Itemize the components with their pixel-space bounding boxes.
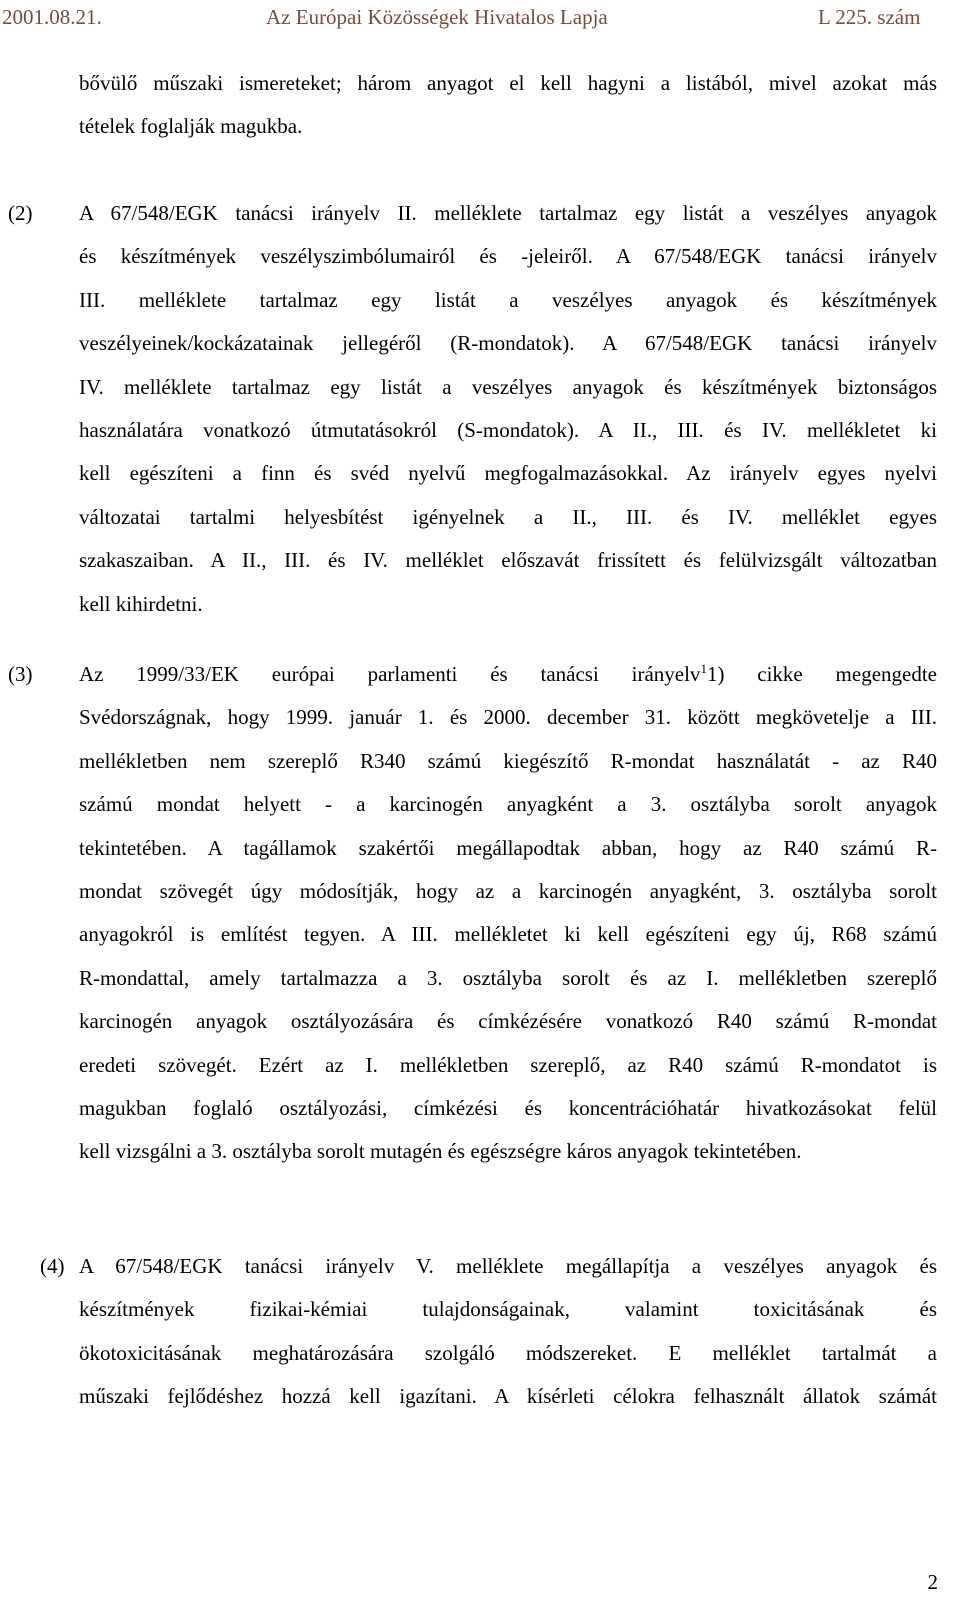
text-line: magukban foglaló osztályozási, címkézési és koncentrációhatár hivatkozásokat felül: [79, 1095, 937, 1120]
header-date: 2001.08.21.: [2, 5, 102, 29]
intro-paragraph: [79, 62, 937, 149]
text-line: változatai tartalmi helyesbítést igényelnek a II., III. és IV. melléklet egyes: [79, 504, 937, 529]
text-line: mondat szövegét úgy módosítják, hogy az a karcinogén anyagként, 3. osztályba sorolt: [79, 878, 937, 903]
paragraph-2: [79, 192, 937, 626]
paragraph-4-number: (4): [40, 1254, 65, 1278]
text-line: mellékletben nem szereplő R340 számú kiegészítő R-mondat használatát - az R40: [79, 748, 937, 773]
text-line: használatára vonatkozó útmutatásokról (S-mondatok). A II., III. és IV. mellékletet ki: [79, 417, 937, 442]
text-line-with-footnote: [79, 653, 937, 696]
text-line: eredeti szövegét. Ezért az I. mellékletben szereplő, az R40 számú R-mondatot is: [79, 1052, 937, 1077]
footnote-mark: 1: [700, 661, 707, 676]
text-line: karcinogén anyagok osztályozására és címkézésére vonatkozó R40 számú R-mondat: [79, 1009, 937, 1034]
page-number: 2: [927, 1570, 938, 1594]
text-segment: Az 1999/33/EK európai parlamenti és tanácsi irányelv: [79, 662, 701, 686]
text-line: anyagokról is említést tegyen. A III. mellékletet ki kell egészíteni egy új, R68 számú: [79, 922, 937, 947]
paragraph-2-number: (2): [8, 201, 33, 225]
text-line: tételek foglalják magukba.: [79, 114, 303, 139]
text-line: IV. melléklete tartalmaz egy listát a veszélyes anyagok és készítmények biztonságos: [79, 374, 937, 399]
paragraph-3-number: (3): [8, 662, 33, 686]
text-line: kell kihirdetni.: [79, 591, 203, 616]
text-segment: 1) cikke megengedte: [706, 662, 937, 686]
text-line: tekintetében. A tagállamok szakértői megállapodtak abban, hogy az R40 számú R-: [79, 835, 937, 860]
paragraph-4: [79, 1245, 937, 1419]
text-line: kell vizsgálni a 3. osztályba sorolt mutagén és egészségre káros anyagok tekintetében.: [79, 1139, 802, 1164]
text-line: veszélyeinek/kockázatainak jellegéről (R-mondatok). A 67/548/EGK tanácsi irányelv: [79, 331, 937, 356]
text-line: számú mondat helyett - a karcinogén anyagként a 3. osztályba sorolt anyagok: [79, 792, 937, 817]
text-line: ökotoxicitásának meghatározására szolgáló módszereket. E melléklet tartalmát a: [79, 1340, 937, 1365]
text-line: bővülő műszaki ismereteket; három anyagot el kell hagyni a listából, mivel azokat más: [79, 71, 937, 95]
text-line: és készítmények veszélyszimbólumairól és -jeleiről. A 67/548/EGK tanácsi irányelv: [79, 244, 937, 269]
text-line: műszaki fejlődéshez hozzá kell igazítani. A kísérleti célokra felhasznált állatok számát: [79, 1384, 937, 1409]
text-line: III. melléklete tartalmaz egy listát a veszélyes anyagok és készítmények: [79, 287, 937, 312]
paragraph-3: [79, 653, 937, 1174]
text-line: R-mondattal, amely tartalmazza a 3. osztályba sorolt és az I. mellékletben szereplő: [79, 965, 937, 990]
header-issue-number: L 225. szám: [818, 5, 921, 29]
text-line: A 67/548/EGK tanácsi irányelv V. melléklete megállapítja a veszélyes anyagok és: [79, 1254, 937, 1278]
text-line: készítmények fizikai-kémiai tulajdonságainak, valamint toxicitásának és: [79, 1297, 937, 1322]
text-line: szakaszaiban. A II., III. és IV. melléklet előszavát frissített és felülvizsgált változatban: [79, 548, 937, 573]
page-header: [0, 0, 960, 40]
text-line: kell egészíteni a finn és svéd nyelvű megfogalmazásokkal. Az irányelv egyes nyelvi: [79, 461, 937, 486]
header-journal-title: Az Európai Közösségek Hivatalos Lapja: [266, 5, 608, 29]
text-line: Svédországnak, hogy 1999. január 1. és 2000. december 31. között megkövetelje a III.: [79, 705, 937, 730]
text-line: A 67/548/EGK tanácsi irányelv II. melléklete tartalmaz egy listát a veszélyes anyagok: [79, 201, 937, 225]
